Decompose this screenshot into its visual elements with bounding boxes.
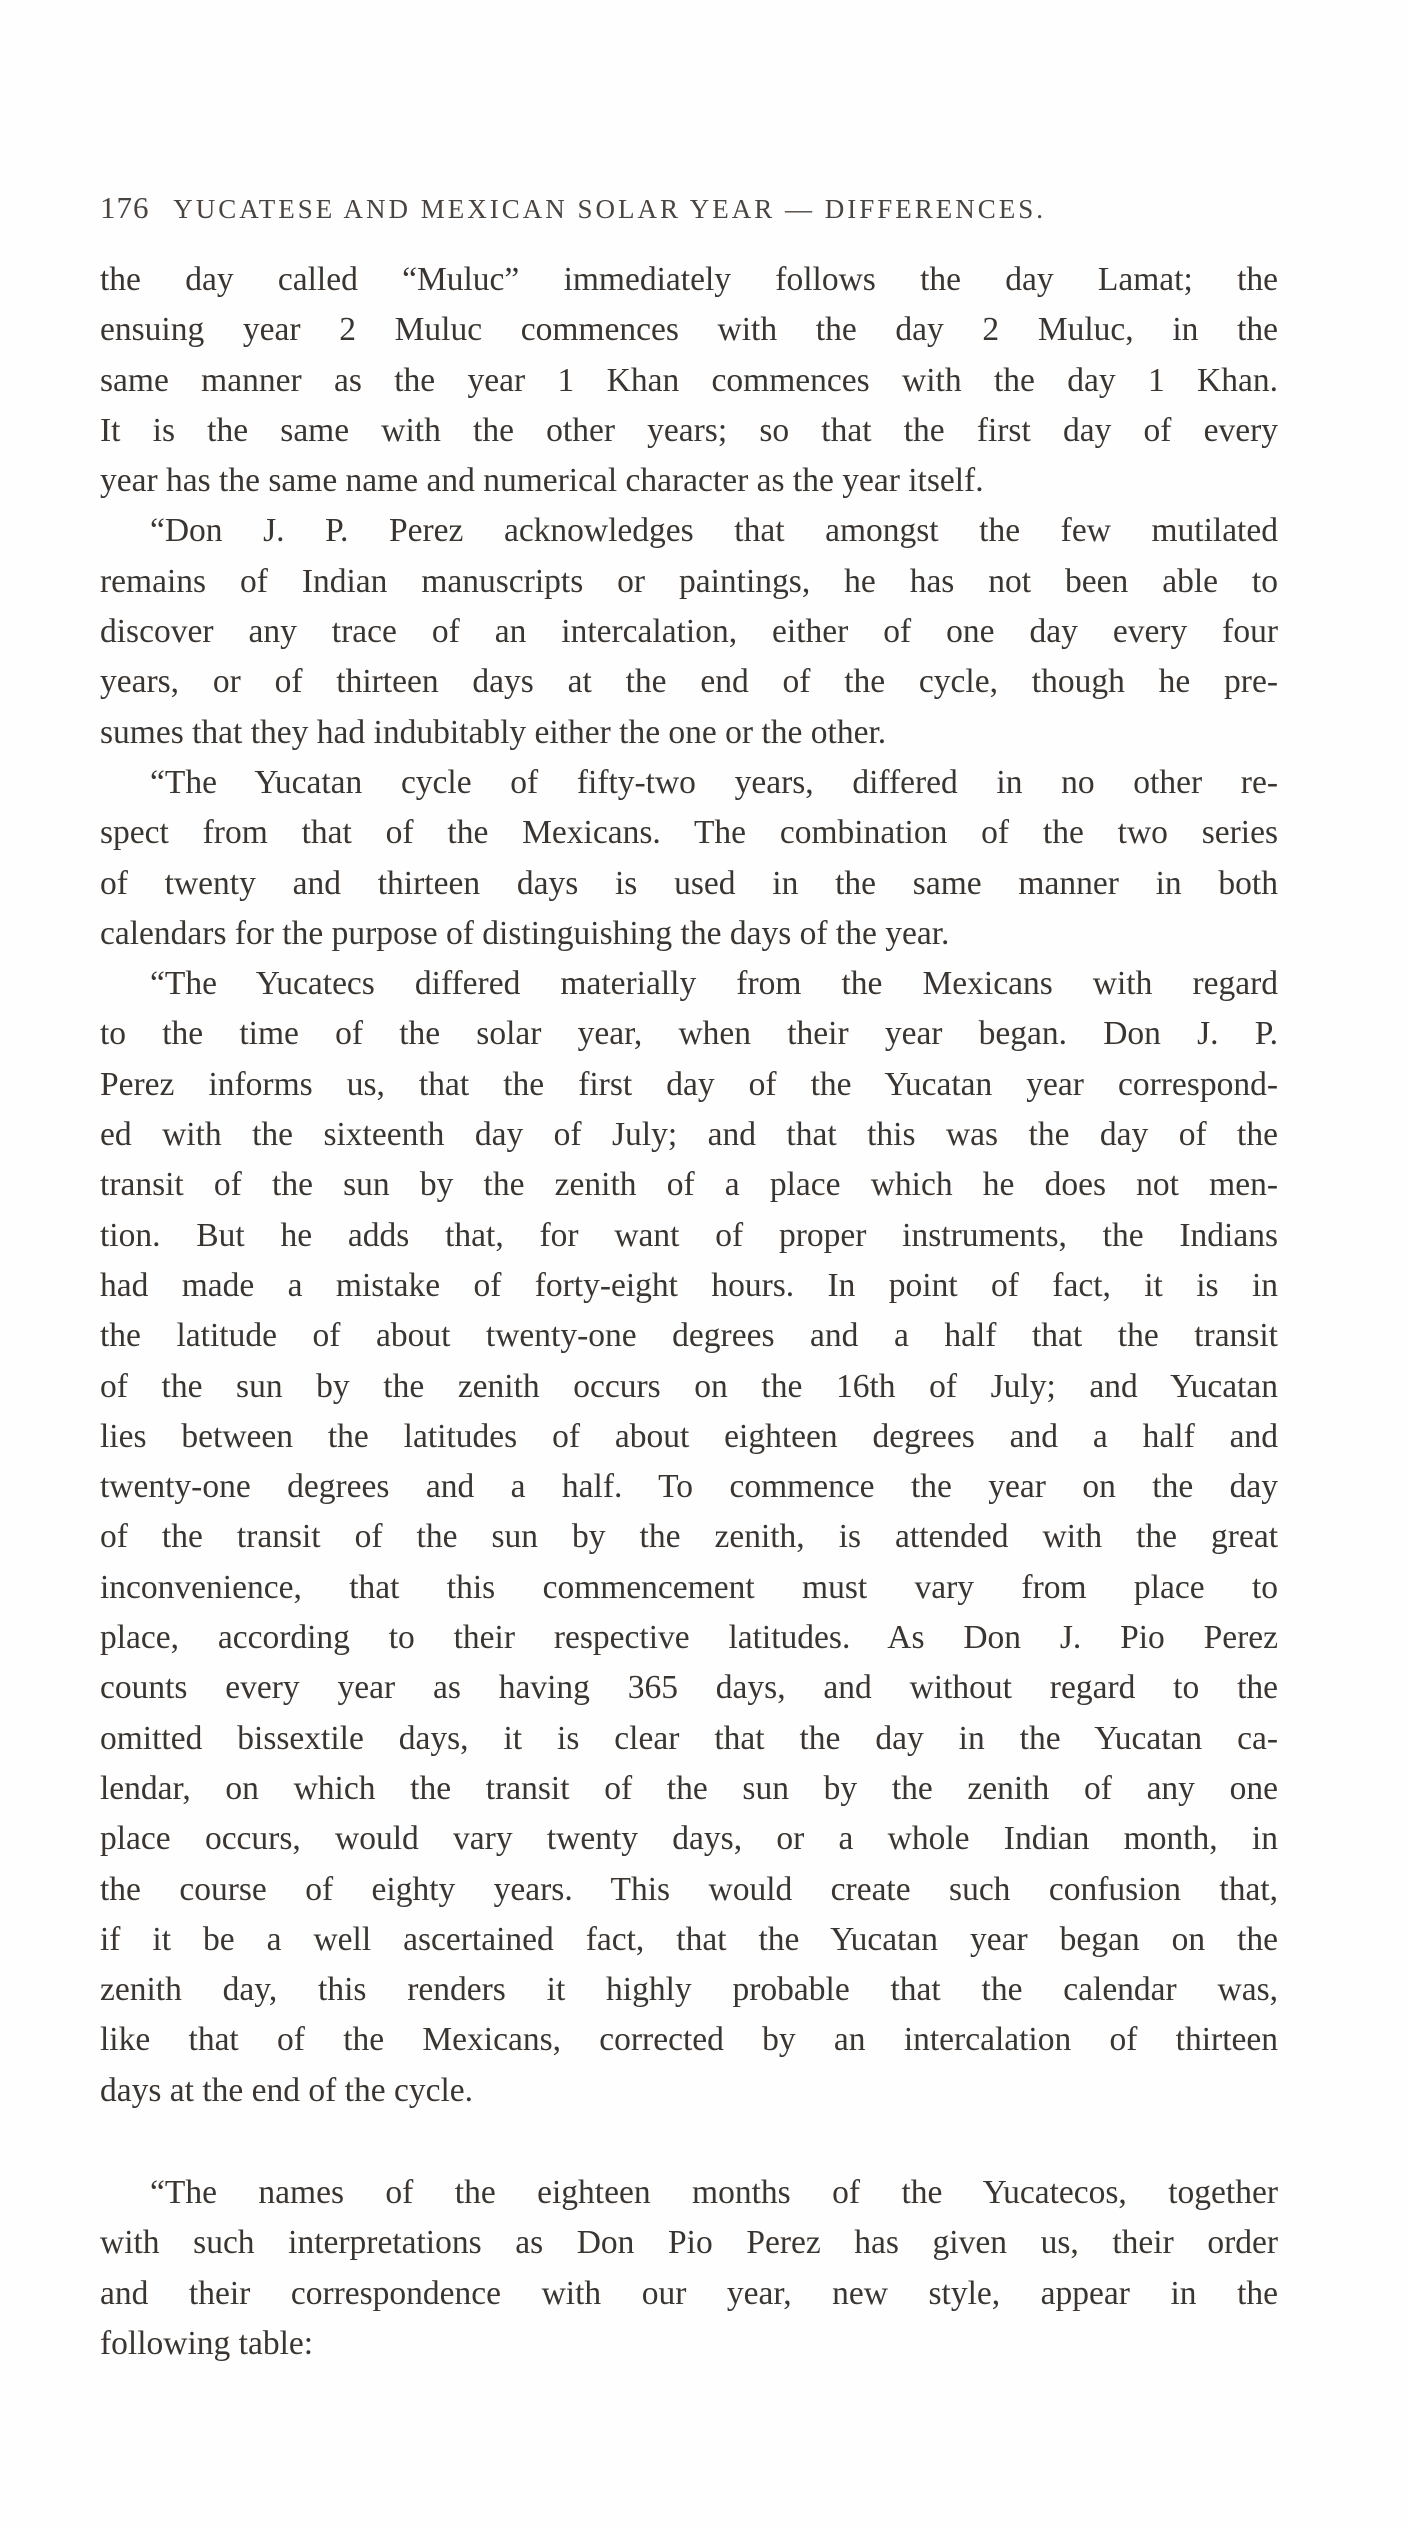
text-line: years, or of thirteen days at the end of the cycle, though he pre- — [100, 663, 1278, 701]
text-line: lendar, on which the transit of the sun by the zenith of any one — [100, 1769, 1278, 1807]
body-text — [100, 255, 1278, 2369]
text-line: year has the same name and numerical character as the year itself. — [100, 462, 984, 500]
text-line: zenith day, this renders it highly probable that the calendar was, — [100, 1971, 1278, 2009]
text-line: “The Yucatecs differed materially from the Mexicans with regard — [150, 965, 1278, 1003]
text-line: counts every year as having 365 days, and without regard to the — [100, 1669, 1278, 1707]
paragraph-gap — [100, 2116, 1278, 2168]
text-line: ed with the sixteenth day of July; and that this was the day of the — [100, 1116, 1278, 1154]
text-line: the course of eighty years. This would create such confusion that, — [100, 1870, 1278, 1908]
text-line: of the sun by the zenith occurs on the 16th of July; and Yucatan — [100, 1367, 1278, 1405]
page-number: 176 — [100, 190, 150, 225]
text-line: the day called “Muluc” immediately follows the day Lamat; the — [100, 261, 1278, 298]
text-line: omitted bissextile days, it is clear that the day in the Yucatan ca- — [100, 1719, 1278, 1757]
text-line: following table: — [100, 2324, 314, 2362]
text-line: Perez informs us, that the first day of the Yucatan year correspond- — [100, 1065, 1278, 1103]
text-line: calendars for the purpose of distinguishing the days of the year. — [100, 914, 950, 952]
text-line: It is the same with the other years; so that the first day of every — [100, 411, 1278, 449]
text-line: to the time of the solar year, when their year began. Don J. P. — [100, 1015, 1278, 1053]
text-line: with such interpretations as Don Pio Perez has given us, their order — [100, 2224, 1278, 2262]
text-line: days at the end of the cycle. — [100, 2071, 473, 2109]
text-line: transit of the sun by the zenith of a place which he does not men- — [100, 1166, 1278, 1204]
text-line: “Don J. P. Perez acknowledges that amongst the few mutilated — [150, 512, 1278, 550]
text-line: discover any trace of an intercalation, either of one day every four — [100, 613, 1278, 651]
text-line: twenty-one degrees and a half. To commence the year on the day — [100, 1468, 1278, 1506]
running-head — [100, 190, 1180, 226]
text-line: tion. But he adds that, for want of proper instruments, the Indians — [100, 1216, 1278, 1254]
text-line: if it be a well ascertained fact, that the Yucatan year began on the — [100, 1920, 1278, 1958]
text-line: had made a mistake of forty-eight hours. In point of fact, it is in — [100, 1266, 1278, 1304]
text-line: ensuing year 2 Muluc commences with the day 2 Muluc, in the — [100, 311, 1278, 349]
text-line: and their correspondence with our year, new style, appear in the — [100, 2274, 1278, 2312]
text-line: of twenty and thirteen days is used in the same manner in both — [100, 864, 1278, 902]
text-line: like that of the Mexicans, corrected by an intercalation of thirteen — [100, 2021, 1278, 2059]
text-line: spect from that of the Mexicans. The combination of the two series — [100, 814, 1278, 852]
text-line: place occurs, would vary twenty days, or a whole Indian month, in — [100, 1820, 1278, 1858]
text-line: sumes that they had indubitably either the one or the other. — [100, 713, 887, 751]
text-line: remains of Indian manuscripts or paintings, he has not been able to — [100, 562, 1278, 600]
text-line: the latitude of about twenty-one degrees and a half that the transit — [100, 1317, 1278, 1355]
text-line: “The Yucatan cycle of fifty-two years, differed in no other re- — [150, 763, 1278, 801]
text-line: lies between the latitudes of about eighteen degrees and a half and — [100, 1417, 1278, 1455]
text-line: of the transit of the sun by the zenith, is attended with the great — [100, 1518, 1278, 1556]
text-line: place, according to their respective latitudes. As Don J. Pio Perez — [100, 1619, 1278, 1657]
text-line: same manner as the year 1 Khan commences with the day 1 Khan. — [100, 361, 1278, 399]
text-line: “The names of the eighteen months of the Yucatecos, together — [150, 2173, 1278, 2211]
running-title: YUCATESE AND MEXICAN SOLAR YEAR — DIFFERENCES. — [173, 194, 1047, 224]
text-line: inconvenience, that this commencement must vary from place to — [100, 1568, 1278, 1606]
